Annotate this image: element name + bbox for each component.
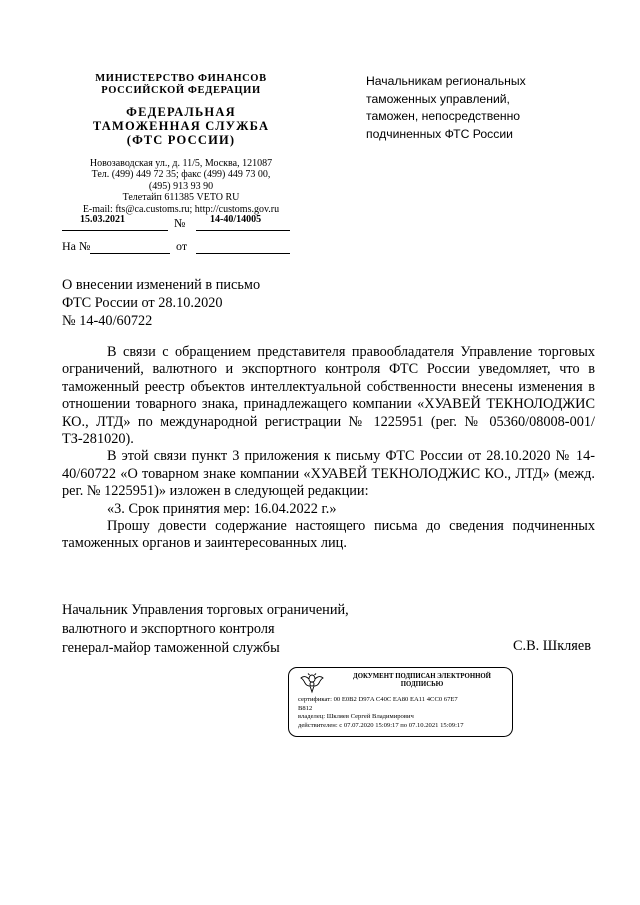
service-line: ТАМОЖЕННАЯ СЛУЖБА xyxy=(92,119,270,133)
reg-date: 15.03.2021 xyxy=(80,214,125,225)
body-paragraph: «3. Срок принятия мер: 16.04.2022 г.» xyxy=(107,500,337,517)
stamp-title xyxy=(337,673,507,689)
signature-block xyxy=(62,601,362,658)
stamp-title-line: ПОДПИСЬЮ xyxy=(400,681,444,688)
stamp-certificate: сертификат: 00 E0B2 D97A C40C EA80 EA11 4CC0 67E7 xyxy=(298,696,458,703)
body-paragraph: Прошу довести содержание настоящего письма до сведения подчиненных таможенных органов и заинтересованных лиц. xyxy=(62,518,595,552)
addressee-block xyxy=(366,73,606,143)
reg-number: 14-40/14005 xyxy=(210,214,262,225)
subject-line: № 14-40/60722 xyxy=(62,313,153,329)
addressee-line: таможенных управлений, xyxy=(366,91,510,106)
stamp-title-line: ДОКУМЕНТ ПОДПИСАН ЭЛЕКТРОННОЙ xyxy=(353,673,491,680)
service-name xyxy=(56,105,306,147)
reg-number-sign: № xyxy=(174,216,186,230)
signature-title-line: генерал-майор таможенной службы xyxy=(62,640,280,656)
reg-date-underline xyxy=(62,230,168,231)
subject-line: ФТС России от 28.10.2020 xyxy=(62,295,223,311)
email-line: E-mail: fts@ca.customs.ru; http://customs.gov.ru xyxy=(82,203,280,215)
ref-from-label: от xyxy=(176,239,188,253)
electronic-signature-stamp xyxy=(288,667,513,737)
ref-date-underline xyxy=(196,253,290,254)
signatory-name: С.В. Шкляев xyxy=(513,638,591,654)
stamp-validity: действителен: с 07.07.2020 15:09:17 по 07.10.2021 15:09:17 xyxy=(298,721,464,729)
eagle-emblem-icon xyxy=(299,672,325,694)
letter-body xyxy=(62,344,595,553)
ministry-line: РОССИЙСКОЙ ФЕДЕРАЦИИ xyxy=(101,85,261,96)
ministry-line: МИНИСТЕРСТВО ФИНАНСОВ xyxy=(95,73,267,84)
stamp-details xyxy=(298,696,510,730)
service-line: (ФТС РОССИИ) xyxy=(126,133,236,147)
phone-line: (495) 913 93 90 xyxy=(148,180,214,192)
body-paragraph: В этой связи пункт 3 приложения к письму ФТС России от 28.10.2020 № 14-40/60722 «О товарном знаке компании «ХУАВЕЙ ТЕКНОЛОДЖИС КО., ЛТД» (межд. рег. № 1225951)» изложен в следующей редакции: xyxy=(62,448,595,500)
signature-title-line: валютного и экспортного контроля xyxy=(62,621,275,637)
stamp-owner: владелец: Шкляев Сергей Владимирович xyxy=(298,713,414,721)
phone-line: Тел. (499) 449 72 35; факс (499) 449 73 00, xyxy=(91,169,271,181)
service-line: ФЕДЕРАЛЬНАЯ xyxy=(126,105,236,119)
addressee-line: подчиненных ФТС России xyxy=(366,126,513,141)
ref-number-underline xyxy=(90,253,170,254)
ref-label: На № xyxy=(62,239,91,253)
stamp-certificate-cont: B812 xyxy=(298,704,313,712)
reg-number-underline xyxy=(196,230,290,231)
address-block xyxy=(56,158,306,215)
body-paragraph: В связи с обращением представителя правообладателя Управление торговых ограничений, валютного и экспортного контроля ФТС России уведомляет, что в таможенный реестр объектов интеллектуальной собственности внесены изменения в отношении товарного знака, принадлежащего компании «ХУАВЕЙ ТЕКНОЛОДЖИС КО., ЛТД» по международной регистрации № 1225951 (рег. № 05360/08008-001/ТЗ-281020). xyxy=(62,344,595,448)
subject-line: О внесении изменений в письмо xyxy=(62,277,261,293)
signature-title-line: Начальник Управления торговых ограничений, xyxy=(62,602,349,618)
address-line: Новозаводская ул., д. 11/5, Москва, 121087 xyxy=(89,158,273,169)
letterhead xyxy=(56,73,306,215)
teletype-line: Телетайп 611385 VETO RU xyxy=(122,192,240,204)
addressee-line: таможен, непосредственно xyxy=(366,109,521,123)
addressee-line: Начальникам региональных xyxy=(366,74,526,88)
letter-subject xyxy=(62,276,362,330)
